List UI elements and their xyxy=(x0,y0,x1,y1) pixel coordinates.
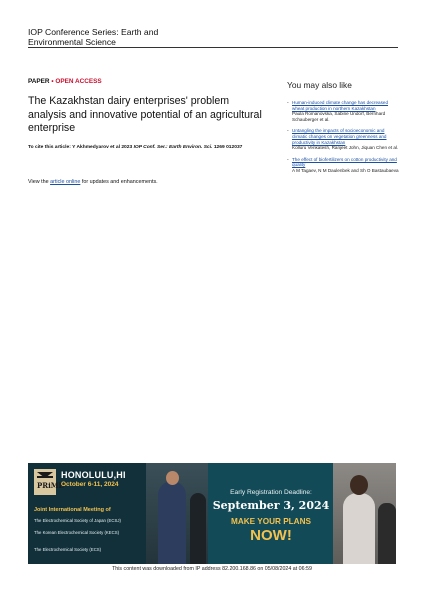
related-item-link[interactable]: - Human-induced climate change has decreased wheat production in northern Kazakhstan xyxy=(292,100,389,111)
photo-person-silhouette xyxy=(343,493,375,564)
paper-type-line xyxy=(28,78,266,86)
open-access-badge: OPEN ACCESS xyxy=(55,78,102,85)
citation-article-number: 012037 xyxy=(226,144,243,150)
article-online-link[interactable]: article online xyxy=(50,179,81,185)
banner-joint-meeting: Joint International Meeting of xyxy=(34,507,111,513)
journal-name-line1: IOP Conference Series: Earth and xyxy=(28,27,159,37)
related-item-authors: Kolluru Venkatesh, Ranjeet John, Jiquan Chen et al. xyxy=(292,145,399,151)
related-item-link[interactable]: - Untangling the impacts of socioeconomic and climatic changes on vegetation greenness and productivity in Kazakhstan xyxy=(292,128,387,145)
view-online-line xyxy=(28,179,158,186)
photo-person-silhouette xyxy=(378,503,396,564)
separator: • xyxy=(49,78,56,85)
related-item xyxy=(287,100,399,122)
related-item xyxy=(287,128,399,150)
journal-name-line2: Environmental Science xyxy=(28,37,116,47)
photo-person-head xyxy=(350,475,368,495)
photo-person-head xyxy=(166,471,179,485)
download-footer: This content was downloaded from IP address 82.200.168.86 on 05/08/2024 at 06:59 xyxy=(112,566,312,572)
banner-society: The Korean Electrochemical Society (KECS) xyxy=(34,530,120,535)
banner-society: The Electrochemical Society (ECS) xyxy=(34,547,102,552)
related-item-link[interactable]: - The effect of biofertilizers on cotton productivity and quality xyxy=(292,156,397,168)
banner-cta-line2: NOW! xyxy=(250,527,292,544)
banner-society: The Electrochemical Society of Japan (ECSJ) xyxy=(34,518,121,523)
crown-icon xyxy=(37,472,53,478)
citation-line xyxy=(28,144,266,151)
view-suffix: for updates and enhancements. xyxy=(80,179,158,185)
banner-cta-line1: MAKE YOUR PLANS xyxy=(231,517,311,526)
banner-mid-panel xyxy=(208,463,333,564)
prime-logo-icon xyxy=(34,469,64,495)
citation-journal: IOP Conf. Ser.: Earth Environ. Sci. xyxy=(133,144,213,150)
banner-dates: October 6-11, 2024 xyxy=(61,481,119,488)
related-heading: You may also like xyxy=(287,80,352,90)
banner-deadline-date: September 3, 2024 xyxy=(212,499,330,512)
related-item-authors: A M Tagaev, N M Daulenbek and Sh O Bastaubaeva xyxy=(292,167,399,173)
citation-volume: 1269 xyxy=(212,144,227,150)
journal-header xyxy=(28,27,398,48)
prime-logo-text: PRiME xyxy=(37,481,64,490)
citation-prefix: To cite this article: Y Akhmedyarov et al 2023 xyxy=(28,144,134,150)
banner-city: HONOLULU,HI xyxy=(61,470,126,480)
related-item-authors: Paula Romanovska, Sabine Undorf, Bernhard Schauberger et al. xyxy=(292,111,386,122)
related-articles-sidebar xyxy=(287,80,399,180)
related-item xyxy=(287,157,399,174)
conference-ad-banner[interactable] xyxy=(28,463,396,564)
banner-deadline-label: Early Registration Deadline: xyxy=(230,489,312,496)
view-prefix: View the xyxy=(28,179,51,185)
photo-person-silhouette xyxy=(158,481,186,564)
article-title: The Kazakhstan dairy enterprises' problem analysis and innovative potential of an agricultural enterprise xyxy=(28,95,262,135)
article-info xyxy=(28,78,266,151)
related-list xyxy=(287,100,399,174)
paper-label: PAPER xyxy=(28,78,50,85)
photo-person-silhouette xyxy=(190,493,206,564)
